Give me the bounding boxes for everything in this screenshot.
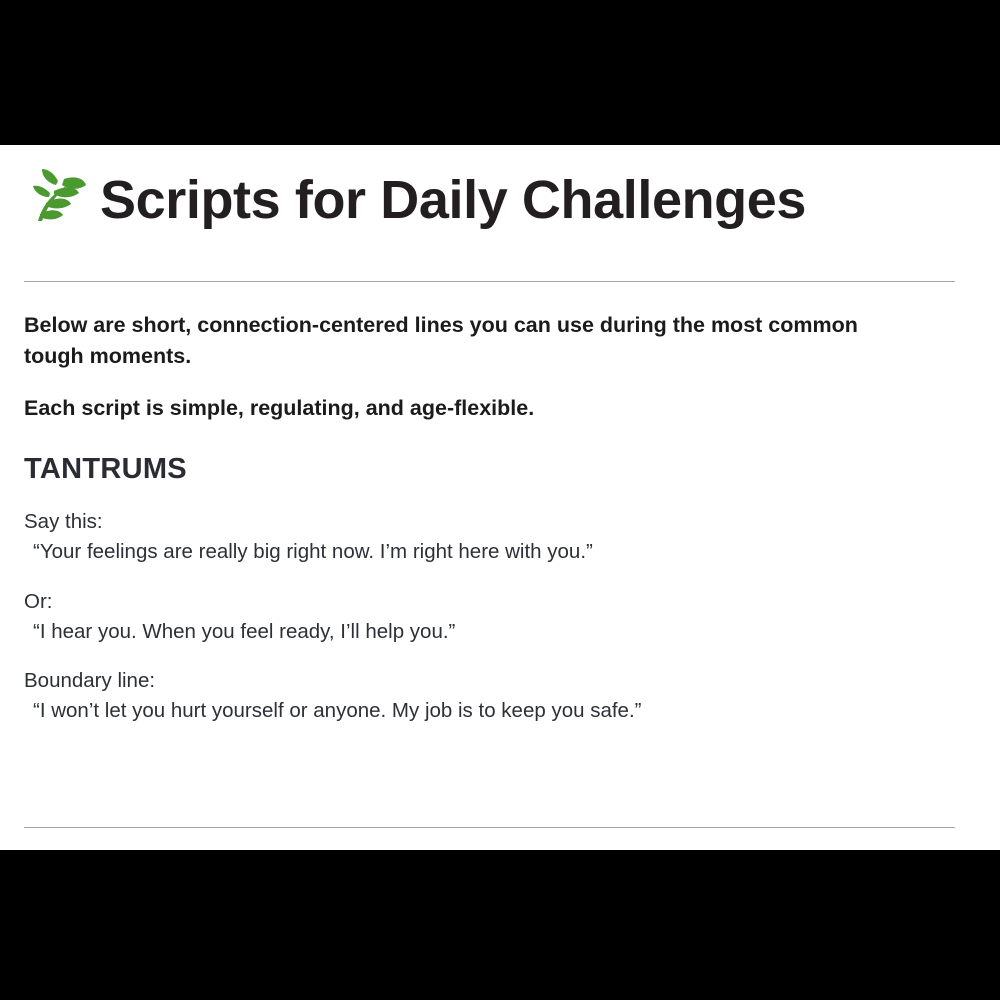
script-entry-say-this [24, 507, 955, 566]
script-entry-or [24, 587, 955, 646]
document-header [24, 145, 955, 241]
script-label: Boundary line: [24, 669, 156, 693]
script-entry-boundary-line [24, 666, 955, 725]
intro-paragraph-1: Below are short, connection-centered lines you can use during the most common tough moments. [24, 313, 858, 368]
script-label: Say this: [24, 510, 103, 534]
document-page [0, 145, 1000, 850]
script-label: Or: [24, 589, 53, 613]
footer-divider [24, 827, 955, 828]
section-heading-tantrums: TANTRUMS [24, 452, 187, 485]
script-quote: “I hear you. When you feel ready, I’ll help you.” [33, 619, 456, 643]
header-divider [24, 281, 955, 282]
script-quote: “I won’t let you hurt yourself or anyone. My job is to keep you safe.” [33, 699, 642, 723]
intro-paragraph-2: Each script is simple, regulating, and age-flexible. [24, 396, 535, 421]
leaf-sprig-icon [24, 163, 98, 237]
document-body [24, 310, 955, 726]
script-quote: “Your feelings are really big right now. I’m right here with you.” [33, 540, 593, 564]
page-title: Scripts for Daily Challenges [100, 170, 807, 230]
